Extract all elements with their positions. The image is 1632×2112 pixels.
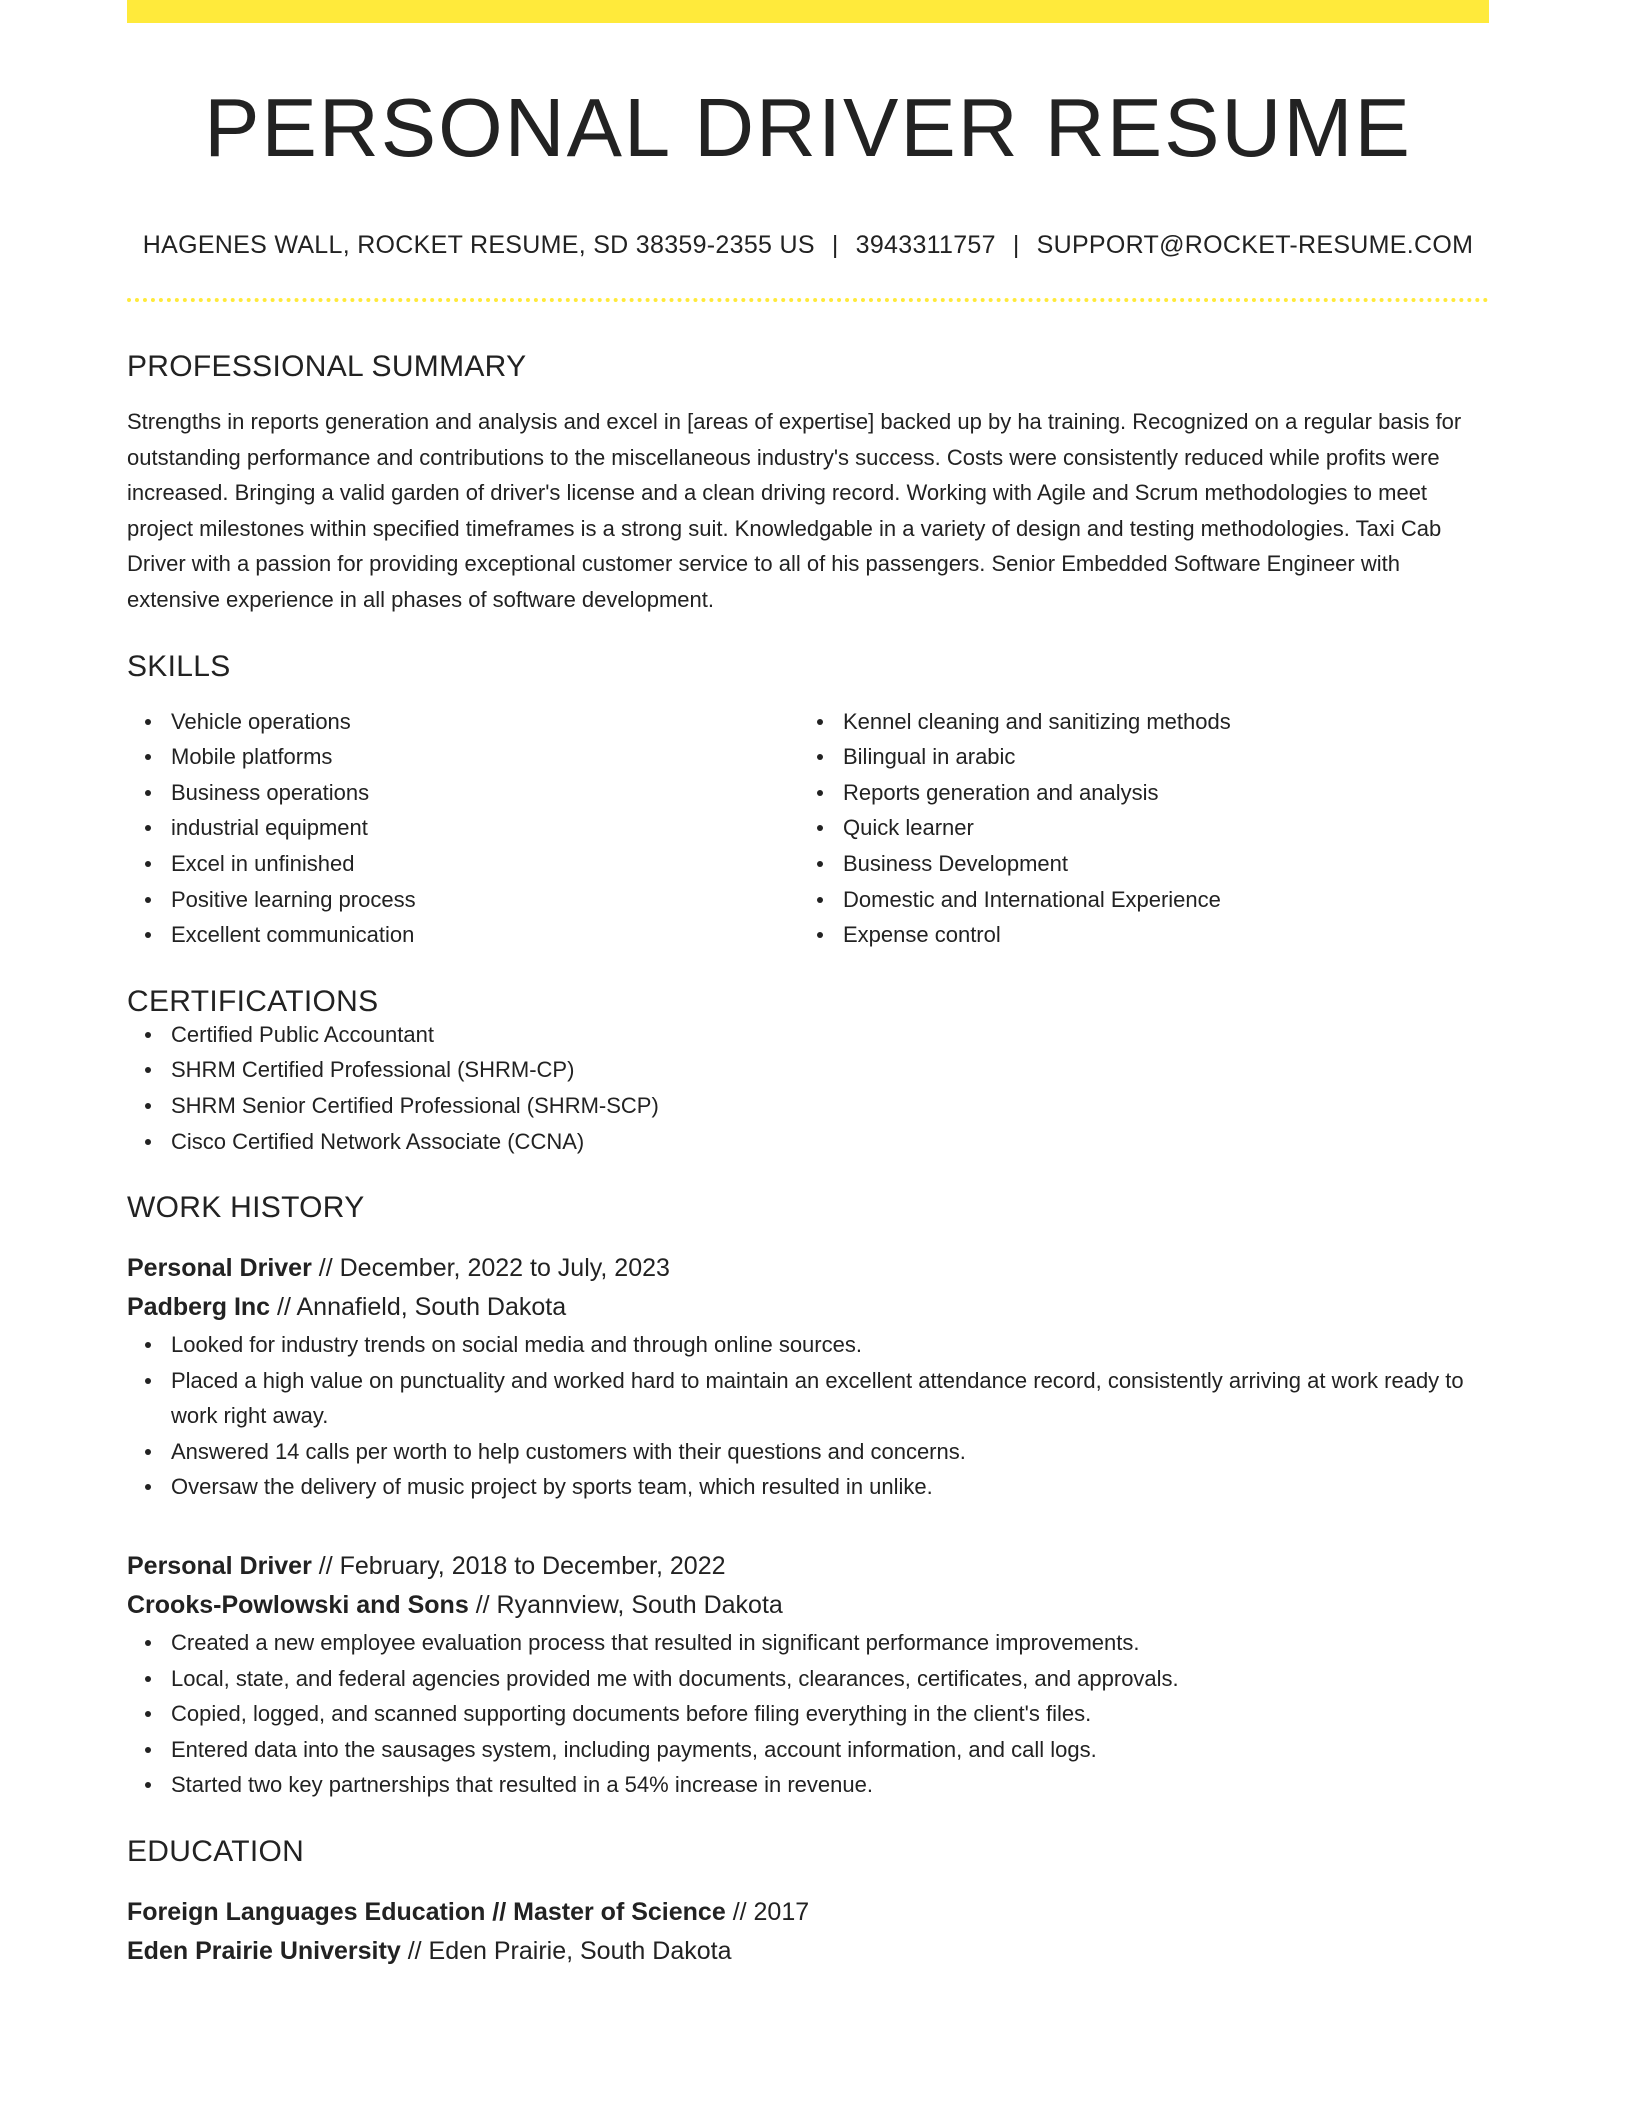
skill-item: Bilingual in arabic <box>799 739 1471 775</box>
job-title-line <box>127 1547 1489 1586</box>
skills-list-right <box>799 704 1471 953</box>
job-entry <box>127 1249 1489 1505</box>
job-duty-item: Answered 14 calls per worth to help customers with their questions and concerns. <box>127 1434 1489 1470</box>
job-duty-item: Entered data into the sausages system, including payments, account information, and call logs. <box>127 1732 1489 1768</box>
skill-item: Domestic and International Experience <box>799 882 1471 918</box>
section-heading-work-history: WORK HISTORY <box>127 1191 365 1225</box>
education-school-line <box>127 1932 1489 1971</box>
job-title-line <box>127 1249 1489 1288</box>
job-company-line <box>127 1586 1489 1625</box>
job-duties-list <box>127 1625 1489 1803</box>
summary-text: Strengths in reports generation and analysis and excel in [areas of expertise] backed up by ha training. Recognized on a regular basis for outstanding performance and contributions to the miscellaneous industry's success. Costs were consistently reduced while profits were increased. Bringing a valid garden of driver's license and a clean driving record. Working with Agile and Scrum methodologies to meet project milestones within specified timeframes is a strong suit. Knowledgable in a variety of design and testing methodologies. Taxi Cab Driver with a passion for providing exceptional customer service to all of his passengers. Senior Embedded Software Engineer with extensive experience in all phases of software development. <box>127 409 1462 612</box>
job-entry <box>127 1547 1489 1803</box>
certifications-list <box>127 1017 1489 1159</box>
skill-item: Kennel cleaning and sanitizing methods <box>799 704 1471 740</box>
skill-item: Quick learner <box>799 810 1471 846</box>
skills-column-right <box>799 704 1471 953</box>
skill-item: Excel in unfinished <box>127 846 799 882</box>
job-dates: // December, 2022 to July, 2023 <box>318 1254 670 1283</box>
job-location: // Ryannview, South Dakota <box>475 1591 783 1620</box>
skills-column-left <box>127 704 799 953</box>
skill-item: Mobile platforms <box>127 739 799 775</box>
contact-line <box>127 233 1489 258</box>
education-degree-line <box>127 1893 1489 1932</box>
skill-item: Vehicle operations <box>127 704 799 740</box>
resume-page <box>127 0 1489 1971</box>
job-company: Padberg Inc <box>127 1293 271 1322</box>
certifications-section <box>127 984 1489 1159</box>
education-location: // Eden Prairie, South Dakota <box>407 1937 732 1966</box>
certification-item: SHRM Certified Professional (SHRM-CP) <box>127 1052 1489 1088</box>
top-accent-bar <box>127 0 1489 23</box>
section-heading-summary: PROFESSIONAL SUMMARY <box>127 350 527 383</box>
job-location: // Annafield, South Dakota <box>277 1293 567 1322</box>
job-duty-item: Copied, logged, and scanned supporting documents before filing everything in the client's files. <box>127 1696 1489 1732</box>
job-title: Personal Driver <box>127 1254 312 1283</box>
job-duty-item: Created a new employee evaluation process that resulted in significant performance improvements. <box>127 1625 1489 1661</box>
skill-item: Reports generation and analysis <box>799 775 1471 811</box>
job-title: Personal Driver <box>127 1552 312 1581</box>
skills-grid <box>127 704 1489 953</box>
job-duty-item: Started two key partnerships that resulted in a 54% increase in revenue. <box>127 1767 1489 1803</box>
job-company: Crooks-Powlowski and Sons <box>127 1591 469 1620</box>
contact-separator: | <box>831 231 839 259</box>
job-duty-item: Looked for industry trends on social media and through online sources. <box>127 1327 1489 1363</box>
certification-item: Certified Public Accountant <box>127 1017 1489 1053</box>
dotted-divider <box>127 298 1489 302</box>
work-history-section <box>127 1193 1489 1803</box>
contact-separator: | <box>1012 231 1020 259</box>
skills-section <box>127 649 1489 953</box>
skill-item: Business operations <box>127 775 799 811</box>
email: SUPPORT@ROCKET-RESUME.COM <box>1036 231 1474 259</box>
section-heading-certifications: CERTIFICATIONS <box>127 984 379 1018</box>
page-title: PERSONAL DRIVER RESUME <box>204 81 1412 174</box>
section-heading-education: EDUCATION <box>127 1835 305 1869</box>
job-duty-item: Oversaw the delivery of music project by sports team, which resulted in unlike. <box>127 1469 1489 1505</box>
skill-item: Business Development <box>799 846 1471 882</box>
job-duties-list <box>127 1327 1489 1505</box>
certification-item: SHRM Senior Certified Professional (SHRM-SCP) <box>127 1088 1489 1124</box>
education-year: // 2017 <box>732 1898 810 1927</box>
education-entry <box>127 1893 1489 1971</box>
job-dates: // February, 2018 to December, 2022 <box>318 1552 726 1581</box>
certification-item: Cisco Certified Network Associate (CCNA) <box>127 1124 1489 1160</box>
section-heading-skills: SKILLS <box>127 649 231 683</box>
job-company-line <box>127 1288 1489 1327</box>
education-degree: Foreign Languages Education // Master of Science <box>127 1898 726 1927</box>
skill-item: Excellent communication <box>127 917 799 953</box>
education-section <box>127 1837 1489 1971</box>
job-duty-item: Local, state, and federal agencies provided me with documents, clearances, certificates, and approvals. <box>127 1661 1489 1697</box>
skill-item: industrial equipment <box>127 810 799 846</box>
phone: 3943311757 <box>855 231 996 259</box>
address: HAGENES WALL, ROCKET RESUME, SD 38359-2355 US <box>142 231 815 259</box>
skill-item: Positive learning process <box>127 882 799 918</box>
summary-section <box>127 352 1489 618</box>
skill-item: Expense control <box>799 917 1471 953</box>
skills-list-left <box>127 704 799 953</box>
job-duty-item: Placed a high value on punctuality and worked hard to maintain an excellent attendance record, consistently arriving at work ready to work right away. <box>127 1363 1489 1434</box>
education-school: Eden Prairie University <box>127 1937 401 1966</box>
